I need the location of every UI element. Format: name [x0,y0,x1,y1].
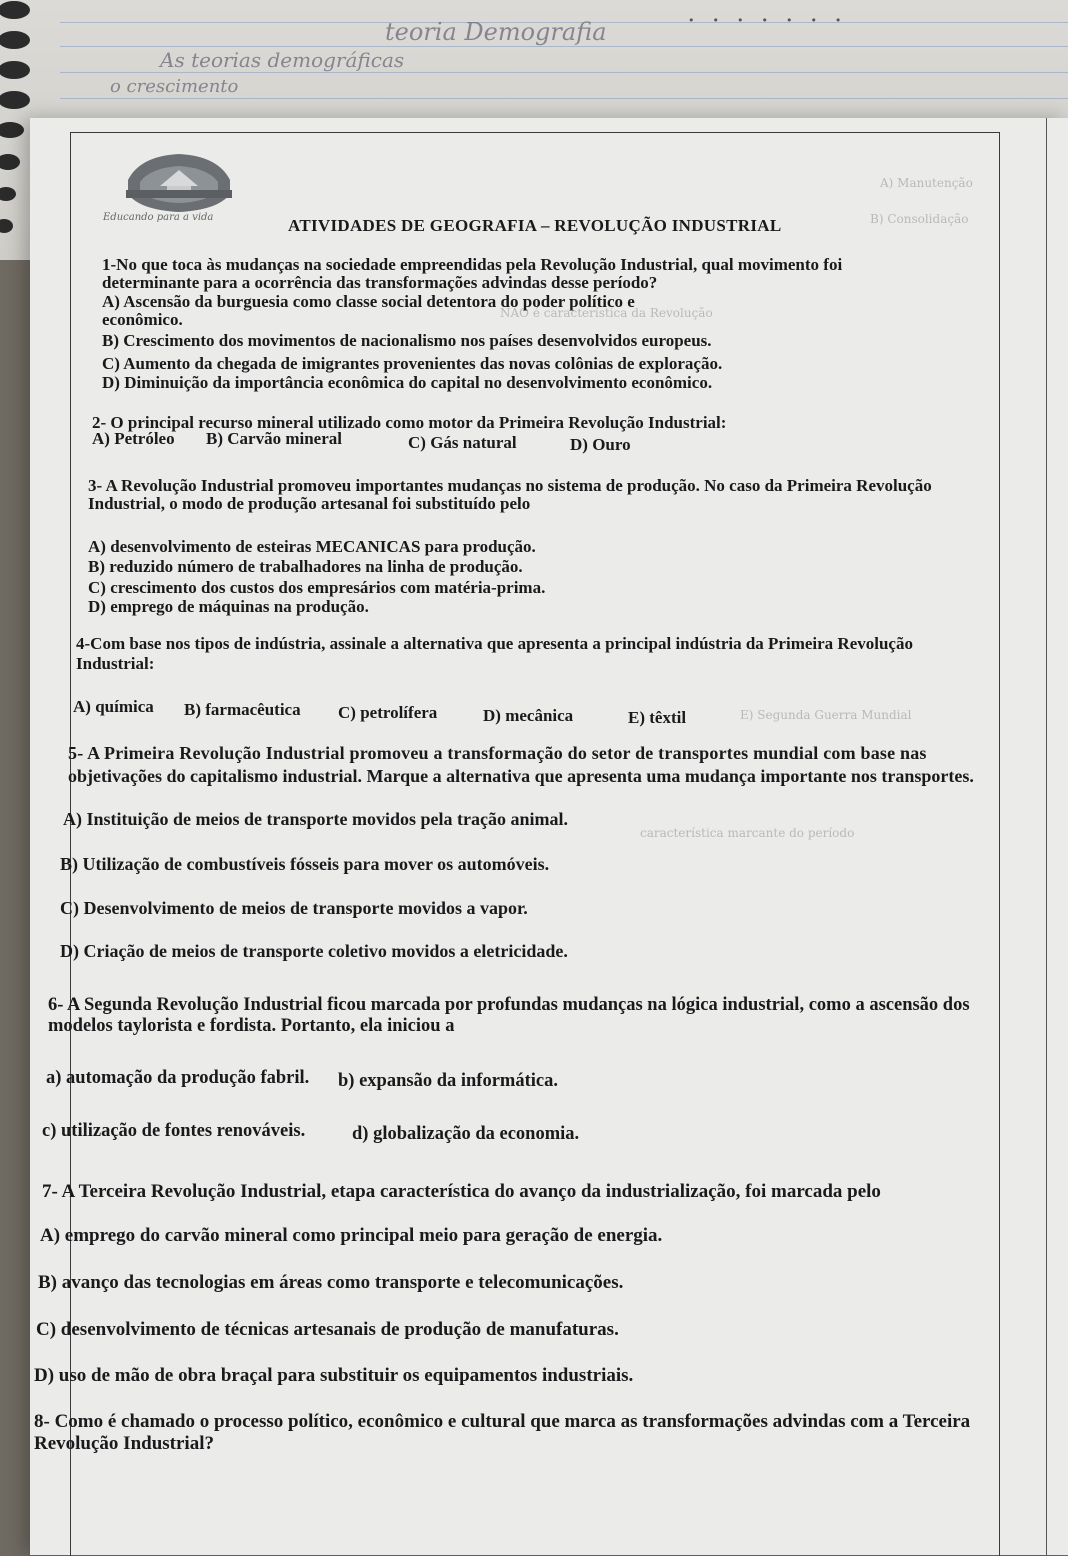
q1-statement-line1: 1-No que toca às mudanças na sociedade empreendidas pela Revolução Industrial, qual movimento foi [102,255,843,274]
q4-option-a: A) química [73,697,154,716]
q4-statement-line2: Industrial: [76,654,155,673]
school-logo-icon [120,150,238,216]
bleed-through-text: E) Segunda Guerra Mundial [740,708,912,722]
q4-option-c: C) petrolífera [338,703,438,722]
q6-statement-line1: 6- A Segunda Revolução Industrial ficou marcada por profundas mudanças na lógica industrial, como a ascensão dos [48,995,970,1015]
q1-option-b: B) Crescimento dos movimentos de nacionalismo nos países desenvolvidos europeus. [102,331,712,350]
q1-option-c: C) Aumento da chegada de imigrantes provenientes das novas colônias de exploração. [102,354,723,373]
q6-option-a: a) automação da produção fabril. [46,1068,310,1088]
q5-statement-line1: 5- A Primeira Revolução Industrial promoveu a transformação do setor de transportes mundial com base nas [68,743,927,763]
q3-option-c: C) crescimento dos custos dos empresários com matéria-prima. [88,578,546,597]
handwriting-scribble: teoria Demografia [385,18,607,46]
handwriting-scribble: As teorias demográficas [160,48,405,72]
bleed-through-text: NÃO é característica da Revolução [500,306,713,320]
page-dots: ••••••• [688,14,860,27]
q3-option-a: A) desenvolvimento de esteiras MECANICAS para produção. [88,537,536,556]
q7-option-d: D) uso de mão de obra braçal para substituir os equipamentos industriais. [34,1365,634,1386]
q1-option-a: A) Ascensão da burguesia como classe social detentora do poder político e [102,292,635,311]
q4-option-e: E) têxtil [628,708,687,727]
q6-statement-line2: modelos taylorista e fordista. Portanto, ela iniciou a [48,1016,455,1036]
ruled-line [60,72,1068,73]
q3-statement-line2: Industrial, o modo de produção artesanal foi substituído pelo [88,494,531,513]
ruled-line [60,46,1068,47]
q2-option-a: A) Petróleo [92,429,175,448]
q5-statement-line2: objetivações do capitalismo industrial. Marque a alternativa que apresenta uma mudança importante nos transportes. [68,766,974,786]
q4-option-b: B) farmacêutica [184,700,301,719]
q5-option-d: D) Criação de meios de transporte coletivo movidos a eletricidade. [60,941,568,961]
q6-option-b: b) expansão da informática. [338,1071,558,1091]
bleed-through-text: B) Consolidação [870,212,969,226]
q8-statement-line2: Revolução Industrial? [34,1433,214,1454]
handwriting-scribble: o crescimento [110,76,239,97]
q2-option-d: D) Ouro [570,435,631,454]
bleed-through-text: A) Manutenção [880,176,973,190]
ruled-line [60,98,1068,99]
q4-option-d: D) mecânica [483,706,574,725]
q3-statement-line1: 3- A Revolução Industrial promoveu importantes mudanças no sistema de produção. No caso da Primeira Revolução [88,476,932,495]
q6-option-c: c) utilização de fontes renováveis. [42,1121,306,1141]
q5-option-b: B) Utilização de combustíveis fósseis para mover os automóveis. [60,854,550,874]
q1-option-a-cont: econômico. [102,310,183,329]
q1-statement-line2: determinante para a ocorrência das transformações advindas desse período? [102,273,658,292]
q2-option-b: B) Carvão mineral [206,429,342,448]
q3-option-b: B) reduzido número de trabalhadores na linha de produção. [88,557,523,576]
q6-option-d: d) globalização da economia. [352,1124,580,1144]
q7-option-c: C) desenvolvimento de técnicas artesanais de produção de manufaturas. [36,1319,619,1340]
sheet-edge [1046,118,1047,1555]
page-title: ATIVIDADES DE GEOGRAFIA – REVOLUÇÃO INDUSTRIAL [288,216,782,235]
bleed-through-text: característica marcante do período [640,826,855,840]
q5-option-a: A) Instituição de meios de transporte movidos pela tração animal. [63,809,568,829]
q2-statement: 2- O principal recurso mineral utilizado como motor da Primeira Revolução Industrial: [92,413,727,432]
q7-option-a: A) emprego do carvão mineral como principal meio para geração de energia. [40,1225,663,1246]
q7-statement: 7- A Terceira Revolução Industrial, etapa característica do avanço da industrialização, foi marcada pelo [42,1181,881,1202]
q4-statement-line1: 4-Com base nos tipos de indústria, assinale a alternativa que apresenta a principal indústria da Primeira Revolução [76,634,913,653]
q7-option-b: B) avanço das tecnologias em áreas como transporte e telecomunicações. [38,1272,624,1293]
q8-statement-line1: 8- Como é chamado o processo político, econômico e cultural que marca as transformações advindas com a Terceira [34,1411,971,1432]
q1-option-d: D) Diminuição da importância econômica do capital no desenvolvimento econômico. [102,373,713,392]
q3-option-d: D) emprego de máquinas na produção. [88,597,369,616]
q2-option-c: C) Gás natural [408,433,517,452]
school-motto: Educando para a vida [103,212,214,223]
q5-option-c: C) Desenvolvimento de meios de transporte movidos a vapor. [60,898,528,918]
